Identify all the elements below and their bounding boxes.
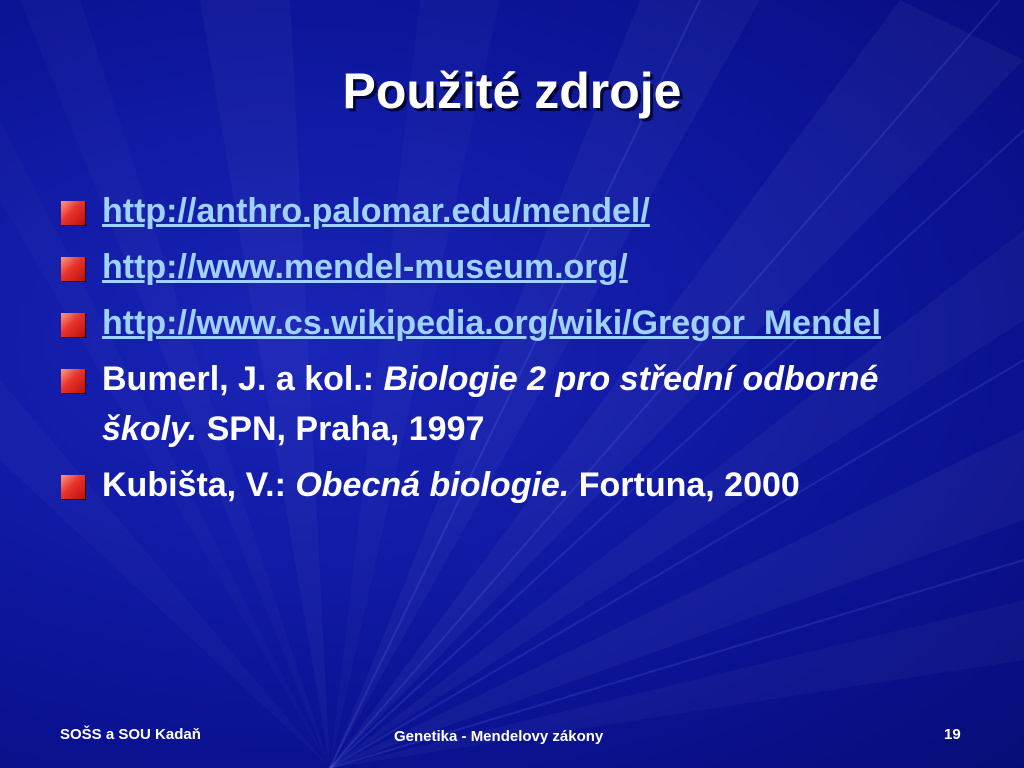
slide-title: Použité zdroje xyxy=(342,63,682,119)
citation-publisher: Fortuna, 2000 xyxy=(569,466,800,504)
citation-title: Obecná biologie. xyxy=(295,466,570,504)
footer-page-number: 19 xyxy=(944,726,961,743)
square-bullet-icon xyxy=(61,257,85,281)
square-bullet-icon xyxy=(61,369,85,393)
list-item xyxy=(58,186,978,236)
square-bullet-icon xyxy=(61,475,85,499)
square-bullet-icon xyxy=(61,201,85,225)
citation-publisher: SPN, Praha, 1997 xyxy=(197,410,485,448)
list-item xyxy=(58,242,978,292)
square-bullet-icon xyxy=(61,313,85,337)
citation-author: Kubišta, V.: xyxy=(102,466,296,504)
citation-author: Bumerl, J. a kol.: xyxy=(102,360,384,398)
list-item xyxy=(58,354,978,454)
sources-list xyxy=(58,186,978,516)
citation-title: Biologie 2 pro střední odborné školy. xyxy=(102,360,879,448)
list-item xyxy=(58,298,978,348)
source-link-palomar[interactable]: http://anthro.palomar.edu/mendel/ xyxy=(102,192,650,230)
source-link-mendel-museum[interactable]: http://www.mendel-museum.org/ xyxy=(102,248,628,286)
footer-school: SOŠS a SOU Kadaň xyxy=(60,726,201,743)
list-item xyxy=(58,460,978,510)
footer-subject: Genetika - Mendelovy zákony xyxy=(394,728,604,745)
source-link-wikipedia[interactable]: http://www.cs.wikipedia.org/wiki/Gregor_Mendel xyxy=(102,304,881,342)
